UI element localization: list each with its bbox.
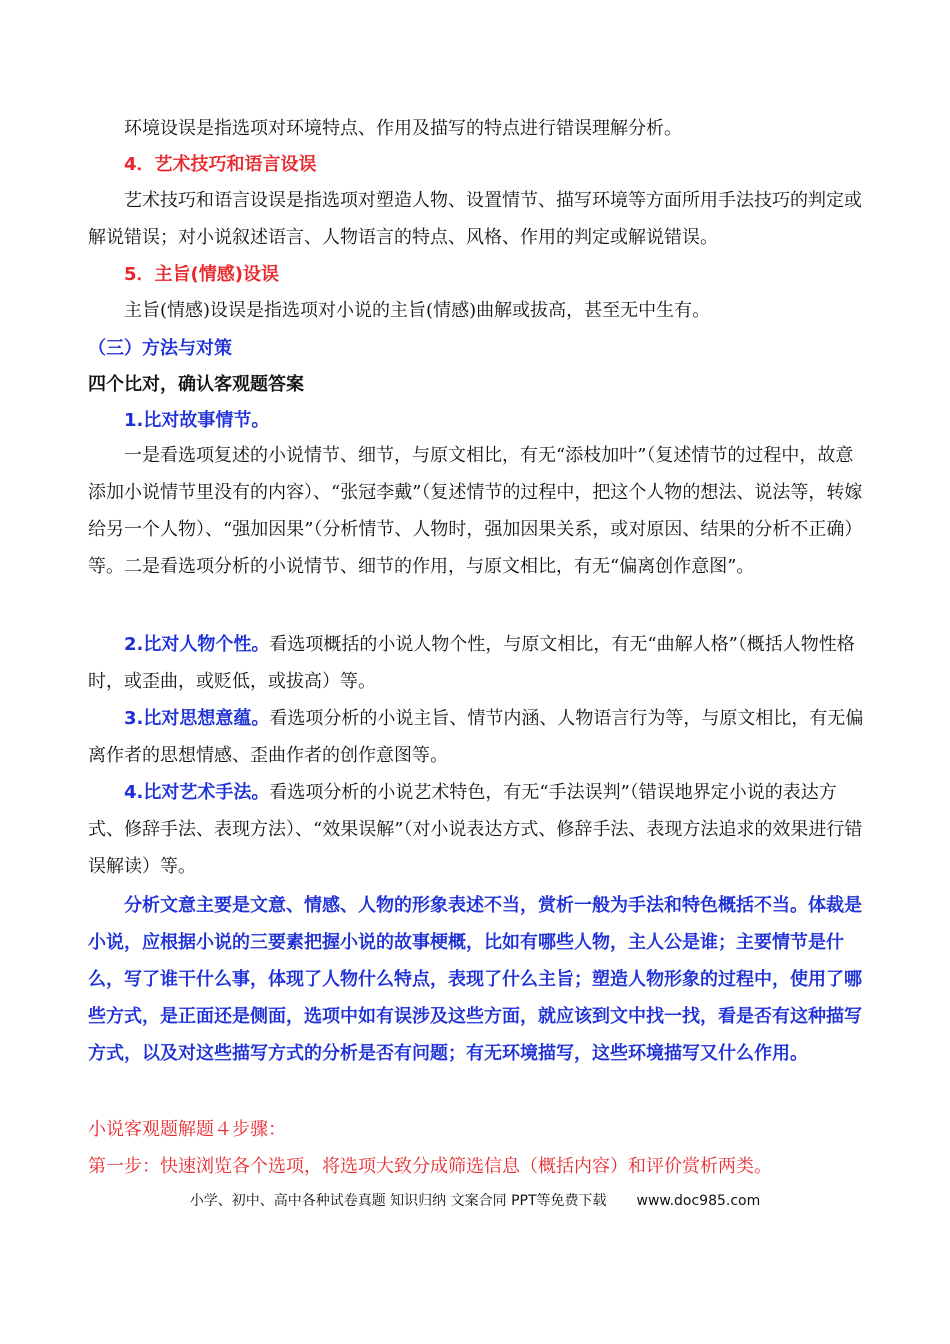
compare-4-heading: 4.比对艺术手法。: [124, 782, 270, 803]
compare-4-body: 看选项分析的小说艺术特色，有无“手法误判”（错误地界定小说的表达方式、修辞手法、表现方法）、“效果误解”（对小说表达方式、修辞手法、表现方法追求的效果进行错误解读）等。: [88, 782, 863, 877]
compare-3-heading: 3.比对思想意蕴。: [124, 708, 270, 729]
subheading-four-comparisons: 四个比对，确认客观题答案: [88, 374, 304, 395]
compare-3-paragraph: [88, 700, 864, 774]
summary-paragraph: 分析文意主要是文意、情感、人物的形象表述不当，赏析一般为手法和特色概括不当。体裁是小说，应根据小说的三要素把握小说的故事梗概，比如有哪些人物，主人公是谁；主要情节是什么，写了谁干什么事，体现了人物什么特点，表现了什么主旨；塑造人物形象的过程中，使用了哪些方式，是正面还是侧面，选项中如有误涉及这些方面，就应该到文中找一找，看是否有这种描写方式，以及对这些描写方式的分析是否有问题；有无环境描写，这些环境描写又什么作用。: [88, 895, 862, 1064]
section-heading-methods: （三）方法与对策: [88, 338, 232, 359]
compare-2-heading: 2.比对人物个性。: [124, 634, 270, 655]
compare-1-body: 一是看选项复述的小说情节、细节，与原文相比，有无“添枝加叶”（复述情节的过程中，故意添加小说情节里没有的内容）、“张冠李戴”（复述情节的过程中，把这个人物的想法、说法等，转嫁给另一个人物）、“强加因果”（分析情节、人物时，强加因果关系，或对原因、结果的分析不正确）等。二是看选项分析的小说情节、细节的作用，与原文相比，有无“偏离创作意图”。: [88, 445, 863, 577]
heading-theme-errors: 5．主旨(情感)设误: [124, 264, 279, 285]
art-desc-paragraph: 艺术技巧和语言设误是指选项对塑造人物、设置情节、描写环境等方面所用手法技巧的判定或解说错误；对小说叙述语言、人物语言的特点、风格、作用的判定或解说错误。: [88, 190, 862, 248]
compare-4-paragraph: [88, 774, 864, 885]
theme-desc-paragraph: 主旨(情感)设误是指选项对小说的主旨(情感)曲解或拔高，甚至无中生有。: [124, 300, 711, 321]
heading-art-language-errors: 4．艺术技巧和语言设误: [124, 154, 317, 175]
compare-3-body: 看选项分析的小说主旨、情节内涵、人物语言行为等，与原文相比，有无偏离作者的思想情感、歪曲作者的创作意图等。: [88, 708, 864, 766]
compare-2-body: 看选项概括的小说人物个性，与原文相比，有无“曲解人格”（概括人物性格时，或歪曲，或贬低，或拔高）等。: [88, 634, 855, 692]
steps-title: 小说客观题解题４步骤：: [88, 1119, 286, 1140]
step-1: 第一步：快速浏览各个选项，将选项大致分成筛选信息（概括内容）和评价赏析两类。: [88, 1156, 772, 1177]
compare-1-heading: 1.比对故事情节。: [124, 410, 270, 431]
page-footer: [0, 1190, 950, 1210]
footer-url: www.doc985.com: [636, 1193, 761, 1209]
compare-2-paragraph: [88, 626, 864, 700]
env-desc-paragraph: 环境设误是指选项对环境特点、作用及描写的特点进行错误理解分析。: [124, 118, 682, 139]
footer-text: 小学、初中、高中各种试卷真题 知识归纳 文案合同 PPT等免费下载: [189, 1193, 607, 1209]
